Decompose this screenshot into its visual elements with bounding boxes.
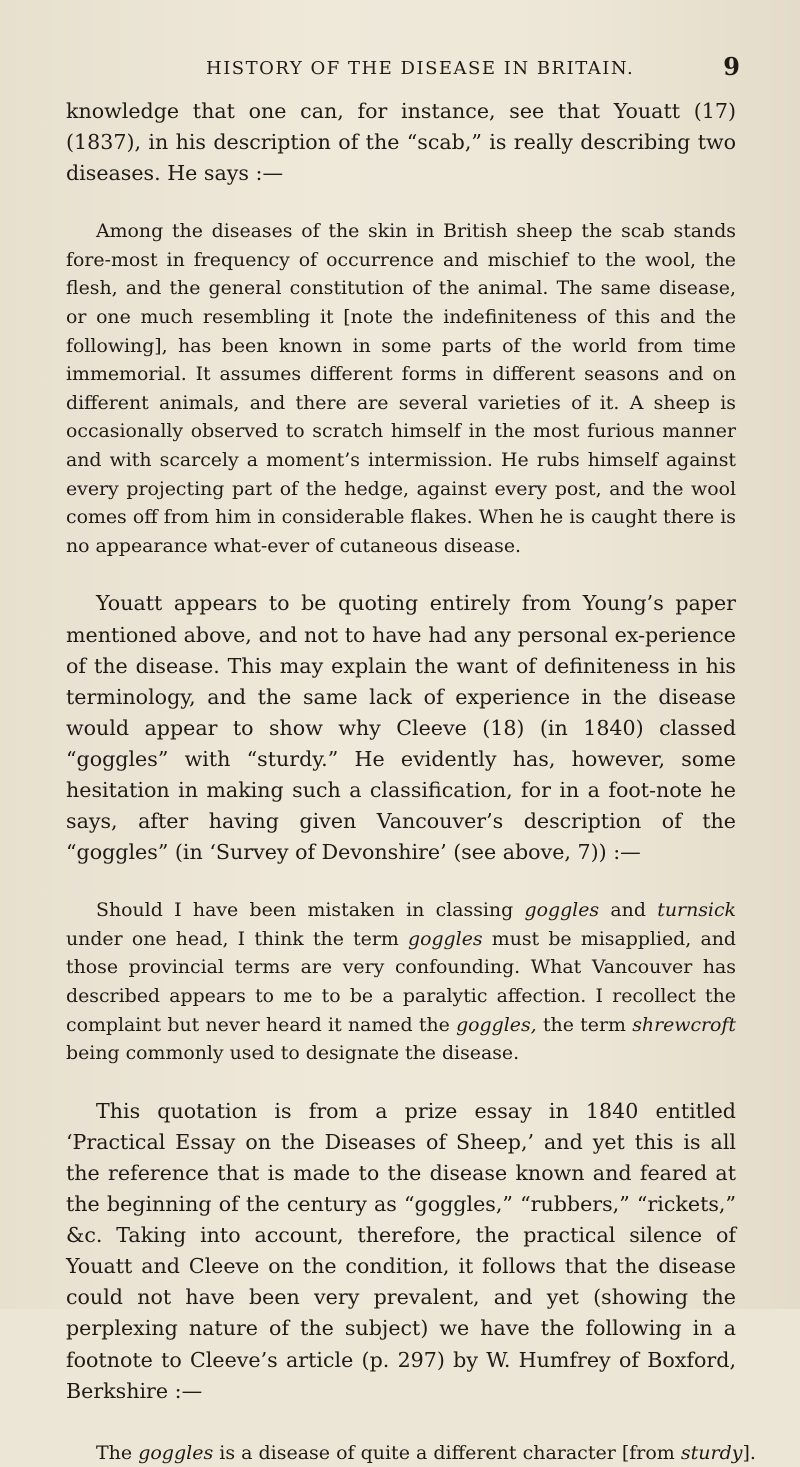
running-title: HISTORY OF THE DISEASE IN BRITAIN.	[206, 58, 635, 79]
paragraph-prize-essay: This quotation is from a prize essay in 1840 entitled ‘Practical Essay on the Diseases of Sheep,’ and yet this is all the reference that is made to the disease known and feared at the beginning of the century as “goggles,” “rubbers,” “rickets,” &c. Taking into account, therefore, the practical silence of Youatt and Cleeve on the condition, it follows that the disease could not have been very prevalent, and yet (showing the perplexing nature of the subject) we have the following in a footnote to Cleeve’s article (p. 297) by W. Humfrey of Boxford, Berkshire :—	[66, 1098, 736, 1403]
running-head	[66, 52, 740, 82]
page-number: 9	[723, 52, 740, 81]
block-quote-cleeve: Should I have been mistaken in classing goggles and turnsick under one head, I think the term goggles must be misapplied, and those provincial terms are very confounding. What Vancouver has described appears to me to be a paralytic affection. I recollect the complaint but never heard it named the goggles, the term shrewcroft being commonly used to designate the disease.	[66, 899, 737, 1065]
footnote-goggles: The goggles is a disease of quite a different character [from sturdy].	[96, 1441, 756, 1464]
paragraph-youatt-cleeve: Youatt appears to be quoting entirely from Young’s paper mentioned above, and not to have had any personal ex-perience of the disease. This may explain the want of definiteness in his terminology, and the same lack of experience in the disease would appear to show why Cleeve (18) (in 1840) classed “goggles” with “sturdy.” He evidently has, however, some hesitation in making such a classification, for in a foot-note he says, after having given Vancouver’s description of the “goggles” (in ‘Survey of Devonshire’ (see above, 7)) :—	[66, 591, 736, 865]
block-quote-youatt: Among the diseases of the skin in British sheep the scab stands fore-most in frequency of occurrence and mischief to the wool, the flesh, and the general constitution of the animal. The same disease, or one much resembling it [note the indefiniteness of this and the following], has been known in some parts of the world from time immemorial. It assumes different forms in different seasons and on different animals, and there are several varieties of it. A sheep is occasionally observed to scratch himself in the most furious manner and with scarcely a moment’s intermission. He rubs himself against every projecting part of the hedge, against every post, and the wool comes off from him in considerable flakes. When he is caught there is no appearance what-ever of cutaneous disease.	[66, 220, 736, 557]
paragraph-continued: knowledge that one can, for instance, see that Youatt (17) (1837), in his description of the “scab,” is really describing two diseases. He says :—	[66, 99, 736, 186]
